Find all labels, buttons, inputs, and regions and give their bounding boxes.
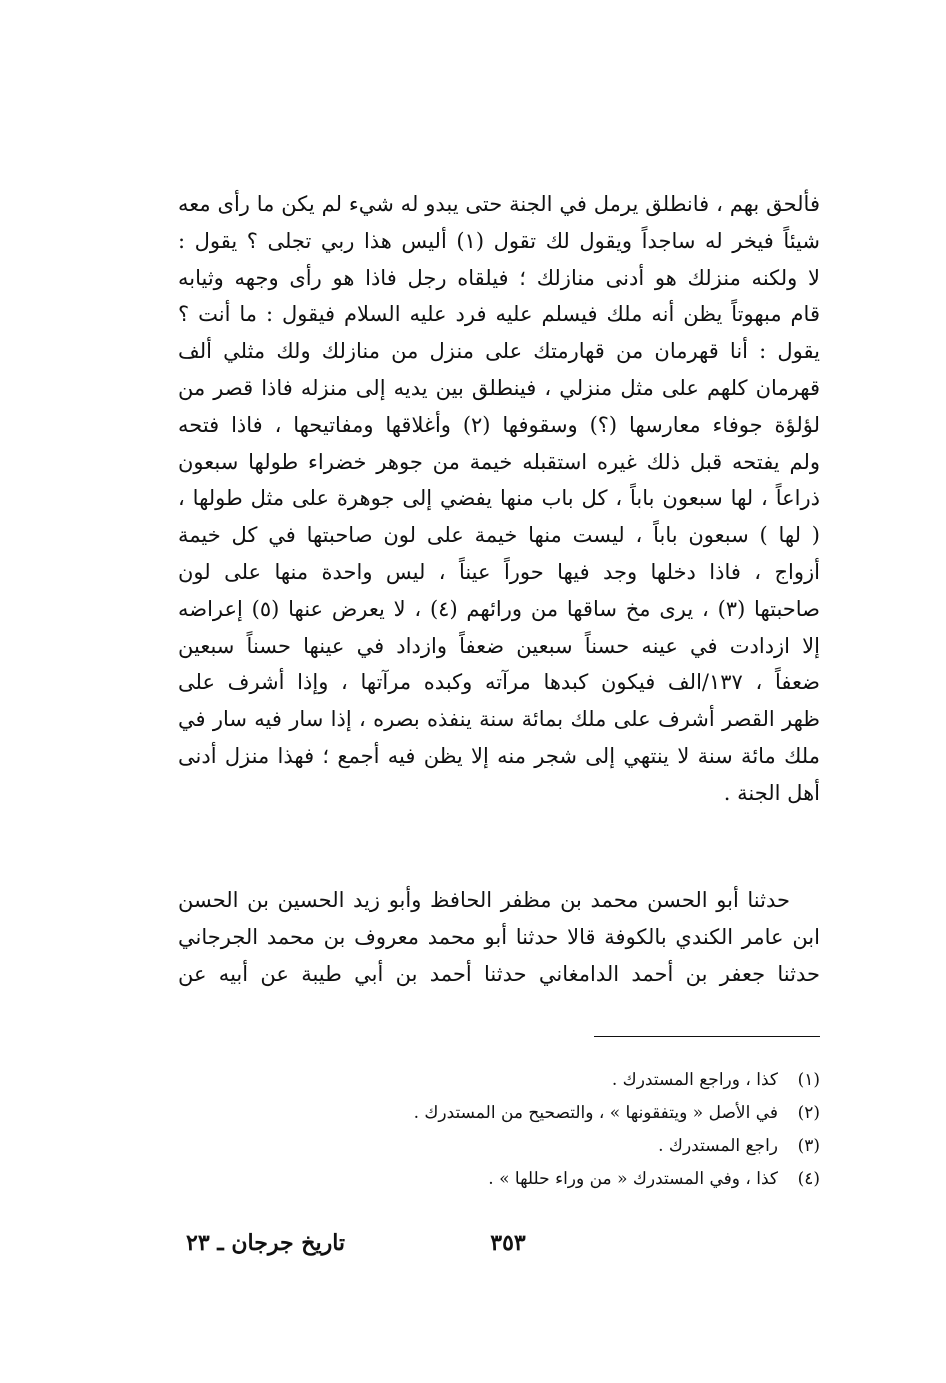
text-line: قام مبهوتاً يظن أنه ملك فيسلم عليه فرد عليه السلام فيقول : ما أنت ؟ <box>178 302 820 327</box>
text-line: ولم يفتحه قبل ذلك غيره استقبله خيمة من جوهر خضراء طولها سبعون <box>178 449 820 474</box>
main-paragraph-2 <box>178 882 820 992</box>
footnote-text: راجع المستدرك . <box>658 1136 778 1156</box>
footnote-item <box>180 1130 820 1163</box>
text-line: فألحق بهم ، فانطلق يرمل في الجنة حتى يبدو له شيء لم يكن ما رأى معه <box>178 192 820 216</box>
footnote-number: (٣) <box>797 1136 820 1156</box>
footnote-number: (١) <box>797 1070 820 1090</box>
text-line: ذراعاً ، لها سبعون باباً ، كل باب منها يفضي إلى جوهرة على مثل طولها ، <box>178 486 820 511</box>
text-line: أهل الجنة . <box>723 780 820 805</box>
text-line: ملك مائة سنة لا ينتهي إلى شجر منه إلا يظن فيه أجمع ؛ فهذا منزل أدنى <box>178 743 820 768</box>
text-line: لا ولكنه منزلك هو أدنى منازلك ؛ فيلقاه رجل فاذا هو رأى وجهه وثيابه <box>178 265 820 290</box>
footnote-item <box>180 1163 820 1196</box>
text-line: ضعفاً ، ١٣٧/الف فيكون كبدها مرآته وكبده مرآتها ، وإذا أشرف على <box>178 670 820 695</box>
text-line: أزواج ، فاذا دخلها وجد فيها حوراً عيناً ، ليس واحدة منها على لون <box>178 559 820 584</box>
footnote-number: (٢) <box>797 1103 820 1123</box>
text-line: قهرمان كلهم على مثل منزلي ، فينطلق بين يديه إلى منزله فاذا قصر من <box>178 375 820 400</box>
text-line: ظهر القصر أشرف على ملك بمائة سنة ينفذه بصره ، إذا سار فيه سار في <box>178 707 820 732</box>
footnote-text: كذا ، وفي المستدرك « من وراء حللها » . <box>488 1169 778 1189</box>
text-line: حدثنا جعفر بن أحمد الدامغاني حدثنا أحمد بن أبي طيبة عن أبيه عن <box>178 961 820 986</box>
footnote-item <box>180 1097 820 1130</box>
text-line: ابن عامر الكندي بالكوفة قالا حدثنا أبو محمد معروف بن محمد الجرجاني <box>178 924 820 949</box>
book-signature: تاريخ جرجان ـ ٢٣ <box>186 1230 346 1256</box>
footnote-text: في الأصل « ويتفقونها » ، والتصحيح من المستدرك . <box>413 1103 778 1123</box>
footnote-item <box>180 1064 820 1097</box>
text-line: ( لها ) سبعون باباً ، ليست منها خيمة على لون صاحبتها في كل خيمة <box>178 523 820 548</box>
footnote-number: (٤) <box>797 1169 820 1189</box>
text-line: صاحبتها (٣) ، يرى مخ ساقها من ورائهم (٤) ، لا يعرض عنها (٥) إعراضه <box>178 596 821 621</box>
footnotes <box>180 1064 820 1196</box>
page-number: ٣٥٣ <box>490 1230 526 1256</box>
main-paragraph-1 <box>178 186 820 812</box>
text-line: لؤلؤة جوفاء معارسها (؟) وسقوفها (٢) وأغلاقها ومفاتيحها ، فاذا فتحه <box>178 412 820 437</box>
footnote-text: كذا ، وراجع المستدرك . <box>611 1070 778 1090</box>
footnote-divider <box>594 1036 820 1037</box>
text-line: شيئاً فيخر له ساجداً ويقول لك تقول (١) أليس هذا ربي تجلى ؟ يقول : <box>178 228 820 253</box>
text-line: يقول : أنا قهرمان من قهارمتك على منزل من منازلك ولك مثلي ألف <box>178 339 820 364</box>
text-line: إلا ازدادت في عينه حسناً سبعين ضعفاً وازداد في عينها حسناً سبعين <box>178 633 820 658</box>
text-line: حدثنا أبو الحسن محمد بن مظفر الحافظ وأبو زيد الحسين بن الحسن <box>178 888 790 912</box>
